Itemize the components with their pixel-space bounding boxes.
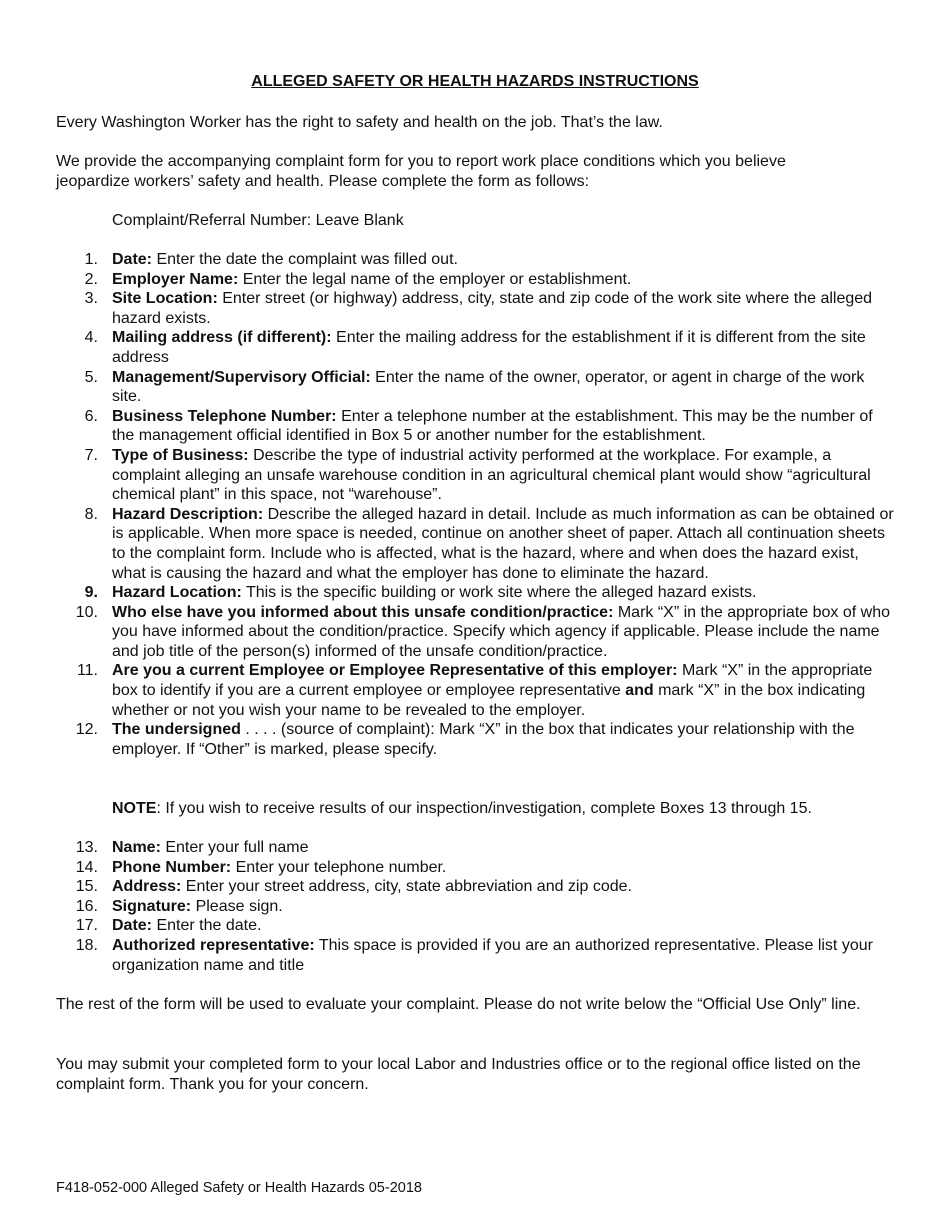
item-bold-word: and	[625, 682, 654, 700]
item-number: 5.	[84, 368, 98, 386]
list-item	[56, 661, 896, 720]
list-item	[56, 583, 896, 603]
list-item	[56, 838, 896, 858]
list-item	[56, 897, 896, 917]
item-text: Enter street (or highway) address, city, state and zip code of the work site where the alleged hazard exists.	[112, 290, 873, 327]
list-item	[56, 603, 896, 662]
item-number: 1.	[84, 251, 98, 268]
item-label: Hazard Location:	[112, 584, 242, 602]
item-text: Enter the name of the owner, operator, or agent in charge of the work site.	[112, 368, 865, 406]
item-number: 7.	[84, 446, 98, 464]
item-label: Hazard Description:	[112, 505, 264, 523]
item-number: 17.	[75, 917, 98, 935]
item-number: 2.	[84, 270, 98, 288]
item-text: Enter a telephone number at the establishment. This may be the number of the management official identified in Box 5 or another number for the establishment.	[112, 407, 873, 445]
list-item	[56, 368, 896, 407]
page-title: ALLEGED SAFETY OR HEALTH HAZARDS INSTRUCTIONS	[251, 73, 699, 90]
item-text: This space is provided if you are an authorized representative. Please list your organization name and title	[112, 936, 873, 974]
item-text: Enter the legal name of the employer or establishment.	[238, 270, 632, 288]
list-item	[56, 446, 896, 505]
list-item	[56, 328, 896, 367]
list-item	[56, 250, 896, 270]
item-text: Describe the alleged hazard in detail. Include as much information as can be obtained or is applicable. When more space is needed, continue on another sheet of paper. Attach all continuation sheets to the complaint form. Include who is affected, what is the hazard, where and when does the hazard exist, what is causing the hazard and what the employer has done to eliminate the hazard.	[112, 505, 894, 582]
item-number: 12.	[75, 721, 98, 739]
item-label: Type of Business:	[112, 446, 249, 464]
item-number: 18.	[75, 936, 98, 954]
instruction-list-b	[56, 838, 896, 975]
item-text: Enter the date the complaint was filled out.	[152, 251, 458, 268]
submit-paragraph: You may submit your completed form to your local Labor and Industries office or to the regional office listed on the complaint form. Thank you for your concern.	[56, 1056, 861, 1093]
list-item	[56, 916, 896, 936]
list-item	[56, 720, 896, 759]
item-number: 3.	[84, 290, 98, 308]
item-number: 8.	[84, 505, 98, 523]
item-label: Site Location:	[112, 290, 218, 308]
item-text-continued: mark “X” in the box indicating whether or not you wish your name to be revealed to the employer.	[112, 682, 866, 719]
note-text: : If you wish to receive results of our inspection/investigation, complete Boxes 13 through 15.	[156, 800, 812, 817]
item-number: 4.	[84, 329, 98, 347]
evaluation-paragraph: The rest of the form will be used to evaluate your complaint. Please do not write below the “Official Use Only” line.	[56, 996, 861, 1013]
item-number: 15.	[75, 878, 98, 896]
list-item	[56, 877, 896, 897]
item-number: 11.	[76, 662, 98, 680]
item-number: 13.	[75, 839, 98, 856]
item-number: 10.	[75, 603, 98, 621]
complaint-number-line: Complaint/Referral Number: Leave Blank	[112, 212, 404, 229]
item-text: Enter your full name	[160, 839, 309, 856]
item-text: Enter the mailing address for the establishment if it is different from the site address	[112, 329, 866, 366]
item-text: . . . . (source of complaint): Mark “X” in the box that indicates your relationship with the employer. If “Other” is marked, please specify.	[112, 721, 855, 758]
item-number: 14.	[75, 858, 98, 876]
list-item	[56, 505, 896, 583]
item-label: Phone Number:	[112, 858, 232, 876]
item-text: Mark “X” in the appropriate box of who you have informed about the condition/practice. Specify which agency if applicable. Please include the name and job title of the person(s) informed of the unsafe condition/practice.	[112, 603, 890, 660]
form-footer: F418-052-000 Alleged Safety or Health Hazards 05-2018	[56, 1180, 422, 1196]
item-label: Name:	[112, 839, 161, 856]
item-text: Enter your street address, city, state abbreviation and zip code.	[181, 878, 632, 896]
note-paragraph	[112, 799, 892, 819]
rights-paragraph: Every Washington Worker has the right to safety and health on the job. That’s the law.	[56, 114, 663, 131]
list-item	[56, 270, 896, 290]
list-item	[56, 936, 896, 975]
item-text: Mark “X” in the appropriate box to identify if you are a current employee or employee representative	[112, 662, 873, 700]
list-item	[56, 407, 896, 446]
item-label: Mailing address (if different):	[112, 329, 332, 347]
item-text: Enter your telephone number.	[231, 858, 447, 876]
item-text: Describe the type of industrial activity performed at the workplace. For example, a complaint alleging an unsafe warehouse condition in an agricultural chemical plant would show “agricultural chemical plant” in this space, not “warehouse”.	[112, 446, 871, 504]
item-text: Please sign.	[191, 897, 283, 915]
item-text: Enter the date.	[152, 917, 262, 935]
instruction-list-a	[56, 250, 896, 759]
list-item	[56, 289, 896, 328]
item-text: This is the specific building or work site where the alleged hazard exists.	[241, 584, 757, 602]
note-label: NOTE	[112, 800, 157, 817]
list-item	[56, 858, 896, 878]
item-number: 6.	[84, 407, 98, 425]
item-label: Are you a current Employee or Employee Representative of this employer:	[112, 662, 678, 680]
item-label: Business Telephone Number:	[112, 407, 337, 425]
item-label: Date:	[112, 917, 153, 935]
item-label: Address:	[112, 878, 182, 896]
item-number: 9.	[84, 584, 98, 602]
item-label: Employer Name:	[112, 270, 239, 288]
item-label: Management/Supervisory Official:	[112, 368, 371, 386]
item-label: Authorized representative:	[112, 936, 315, 954]
item-label: The undersigned	[112, 721, 241, 739]
item-label: Date:	[112, 251, 153, 268]
intro-paragraph: We provide the accompanying complaint form for you to report work place conditions which you believe jeopardize workers’ safety and health. Please complete the form as follows:	[56, 153, 786, 190]
item-label: Who else have you informed about this unsafe condition/practice:	[112, 603, 614, 621]
item-label: Signature:	[112, 897, 192, 915]
item-number: 16.	[75, 897, 98, 915]
